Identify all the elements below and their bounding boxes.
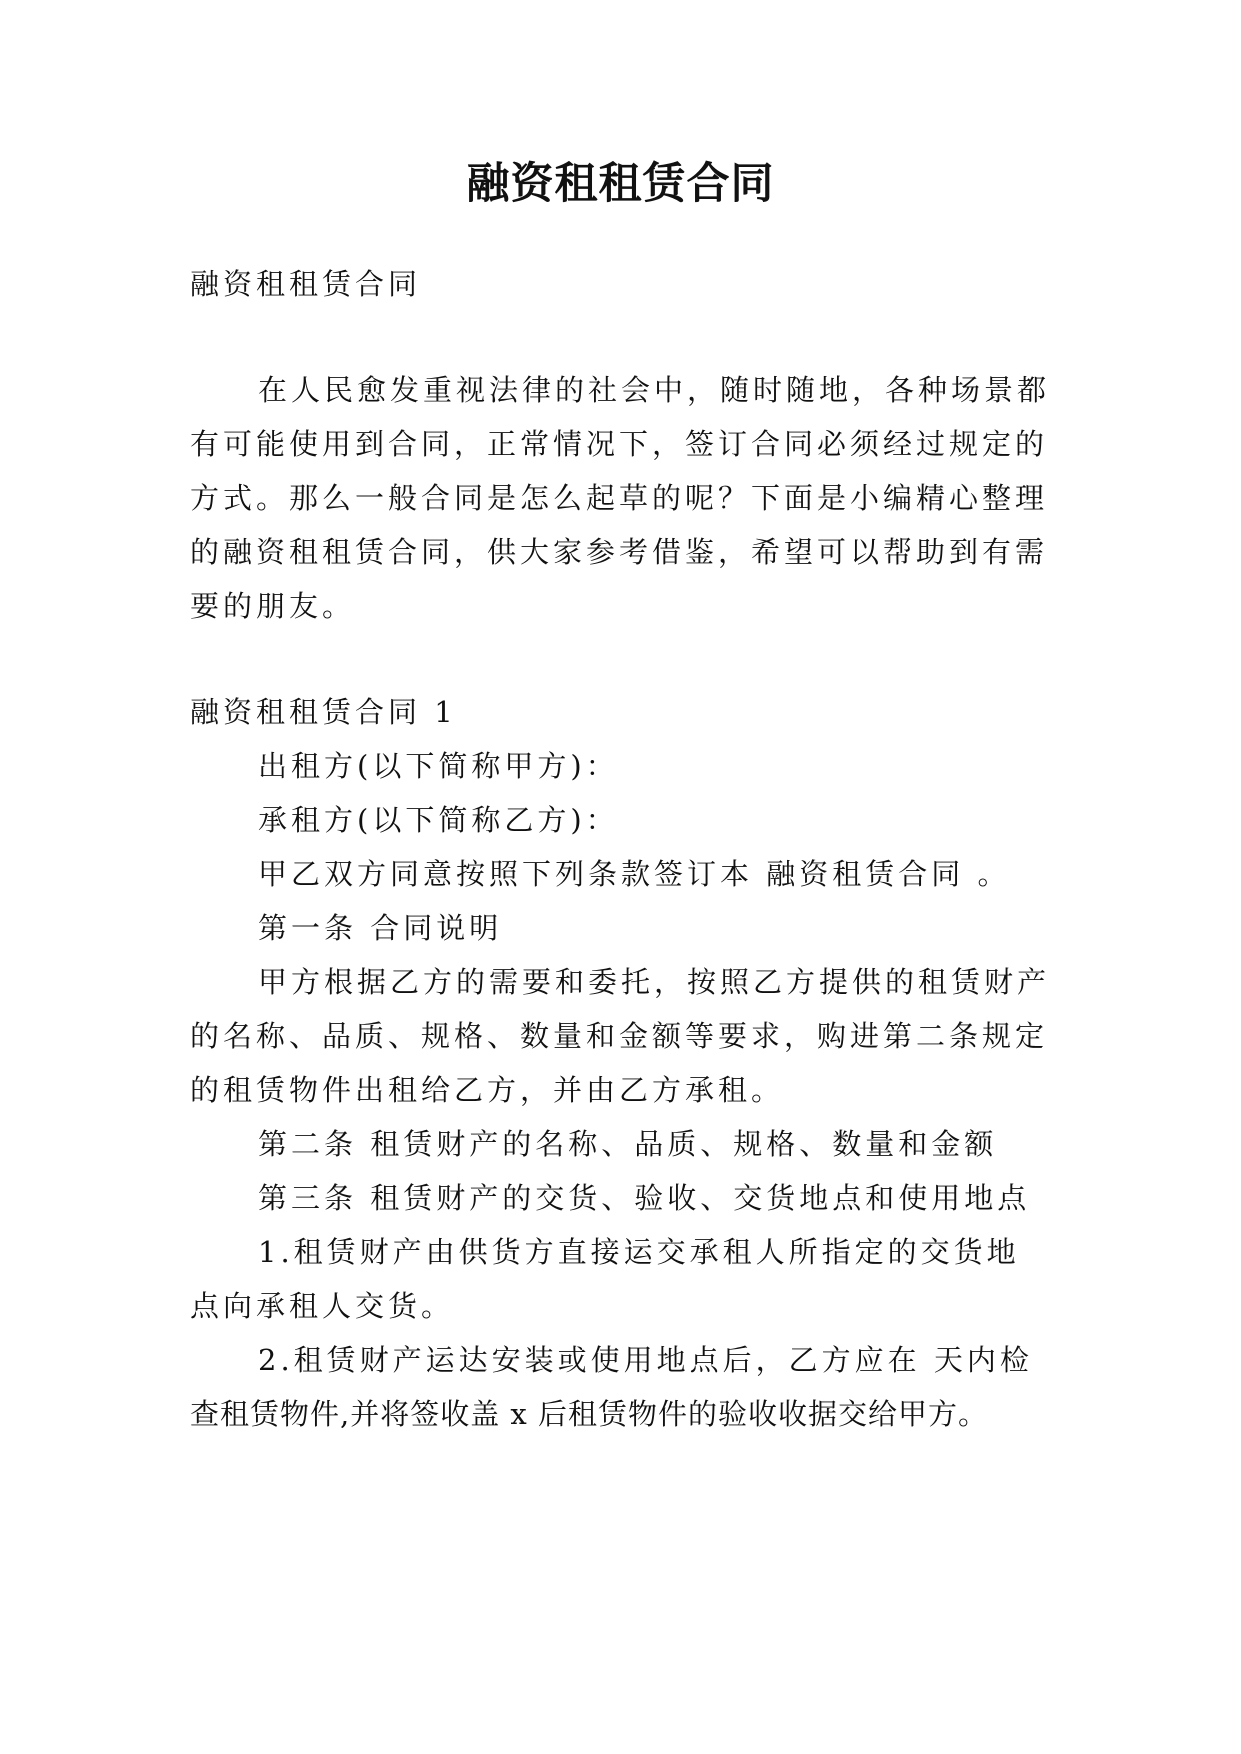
section-title: 融资租租赁合同 1 — [190, 695, 457, 729]
body-line-2: 承租方(以下简称乙方)： — [258, 803, 619, 837]
body-line-9: 第三条 租赁财产的交货、验收、交货地点和使用地点 — [258, 1181, 1031, 1215]
body-line-7: 的租赁物件出租给乙方，并由乙方承租。 — [190, 1073, 785, 1107]
body-line-5: 甲方根据乙方的需要和委托，按照乙方提供的租赁财产 — [258, 965, 1051, 999]
intro-line-4: 的融资租租赁合同，供大家参考借鉴，希望可以帮助到有需 — [190, 535, 1049, 569]
body-line-12: 2.租赁财产运达安装或使用地点后，乙方应在 天内检 — [258, 1343, 1033, 1377]
document-subtitle: 融资租租赁合同 — [190, 267, 422, 301]
intro-line-3: 方式。那么一般合同是怎么起草的呢？下面是小编精心整理 — [190, 481, 1049, 515]
body-line-13: 查租赁物件,并将签收盖 x 后租赁物件的验收收据交给甲方。 — [190, 1397, 989, 1431]
body-line-3: 甲乙双方同意按照下列条款签订本 融资租赁合同 。 — [258, 857, 1011, 891]
body-line-10: 1.租赁财产由供货方直接运交承租人所指定的交货地 — [258, 1235, 1020, 1269]
document-title: 融资租租赁合同 — [466, 159, 775, 209]
body-line-1: 出租方(以下简称甲方)： — [258, 749, 619, 783]
body-line-11: 点向承租人交货。 — [190, 1289, 455, 1323]
body-line-6: 的名称、品质、规格、数量和金额等要求，购进第二条规定 — [190, 1019, 1049, 1053]
body-line-8: 第二条 租赁财产的名称、品质、规格、数量和金额 — [258, 1127, 998, 1161]
body-line-4: 第一条 合同说明 — [258, 911, 503, 945]
intro-line-5: 要的朋友。 — [190, 589, 356, 623]
intro-line-1: 在人民愈发重视法律的社会中，随时随地，各种场景都 — [258, 373, 1051, 407]
intro-line-2: 有可能使用到合同，正常情况下，签订合同必须经过规定的 — [190, 427, 1049, 461]
